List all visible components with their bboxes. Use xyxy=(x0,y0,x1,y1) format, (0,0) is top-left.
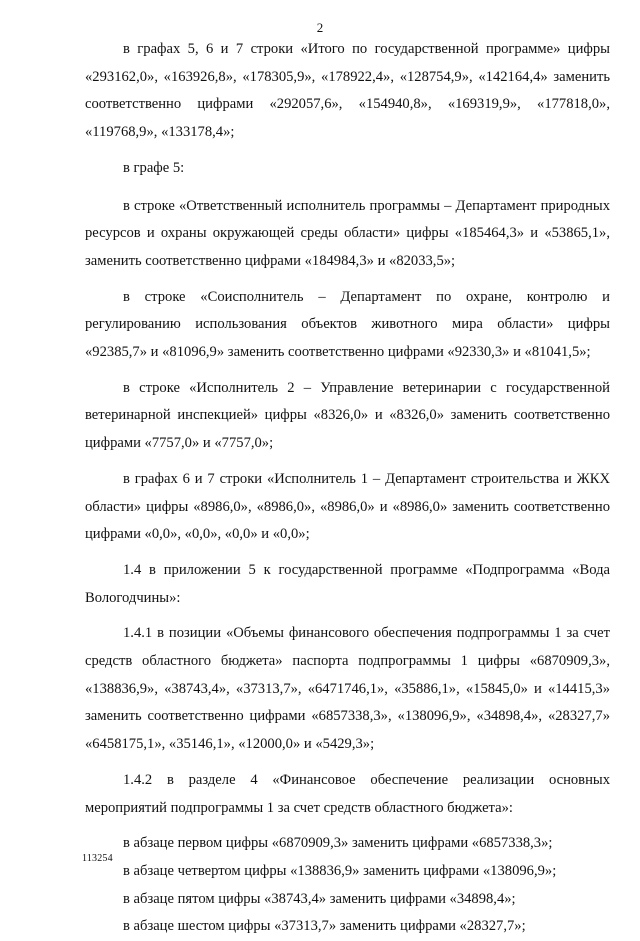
paragraph-1-4-2: 1.4.2 в разделе 4 «Финансовое обеспечение реализации основных мероприятий подпрограммы 1 за счет средств областного бюджета»: xyxy=(85,771,610,816)
paragraph-abzats-1: в абзаце первом цифры «6870909,3» заменить цифрами «6857338,3»; xyxy=(123,835,553,852)
paragraph-executor-1: в графах 6 и 7 строки «Исполнитель 1 – Департамент строительства и ЖКХ области» цифры «8986,0», «8986,0», «8986,0» и «8986,0» заменить соответственно цифрами «0,0», «0,0», «0,0» и «0,0»; xyxy=(85,470,610,543)
paragraph-co-executor: в строке «Соисполнитель – Департамент по охране, контролю и регулированию использования объектов животного мира области» цифры «92385,7» и «81096,9» заменить соответственно цифрами «92330,3» и «81041,5»; xyxy=(85,288,610,361)
paragraph-abzats-4: в абзаце четвертом цифры «138836,9» заменить цифрами «138096,9»; xyxy=(123,862,557,879)
document-body xyxy=(85,36,610,941)
footer-document-code: 113254 xyxy=(82,853,113,864)
paragraph-appendix-5: 1.4 в приложении 5 к государственной программе «Подпрограмма «Вода Вологодчины»: xyxy=(85,561,610,606)
page-number: 2 xyxy=(316,20,324,35)
paragraph-executor-2: в строке «Исполнитель 2 – Управление ветеринарии с государственной ветеринарной инспекцией» цифры «8326,0» и «8326,0» заменить соответственно цифрами «7757,0» и «7757,0»; xyxy=(85,379,610,452)
paragraph-total-row: в графах 5, 6 и 7 строки «Итого по государственной программе» цифры «293162,0», «163926,8», «178305,9», «178922,4», «128754,9», «142164,4» заменить соответственно цифрами «292057,6», «154940,8», «169319,9», «177818,0», «119768,9», «133178,4»; xyxy=(85,41,610,141)
paragraph-column-5: в графе 5: xyxy=(123,159,185,176)
paragraph-abzats-6: в абзаце шестом цифры «37313,7» заменить цифрами «28327,7»; xyxy=(123,918,526,935)
paragraph-1-4-1: 1.4.1 в позиции «Объемы финансового обеспечения подпрограммы 1 за счет средств областного бюджета» паспорта подпрограммы 1 цифры «6870909,3», «138836,9», «38743,4», «37313,7», «6471746,1», «35886,1», «15845,0» и «14415,3» заменить соответственно цифрами «6857338,3», «138096,9», «34898,4», «28327,7» «6458175,1», «35146,1», «12000,0» и «5429,3»; xyxy=(85,625,610,753)
paragraph-responsible-executor: в строке «Ответственный исполнитель программы – Департамент природных ресурсов и охраны окружающей среды области» цифры «185464,3» и «53865,1», заменить соответственно цифрами «184984,3» и «82033,5»; xyxy=(85,197,610,269)
paragraph-abzats-5: в абзаце пятом цифры «38743,4» заменить цифрами «34898,4»; xyxy=(123,890,516,907)
